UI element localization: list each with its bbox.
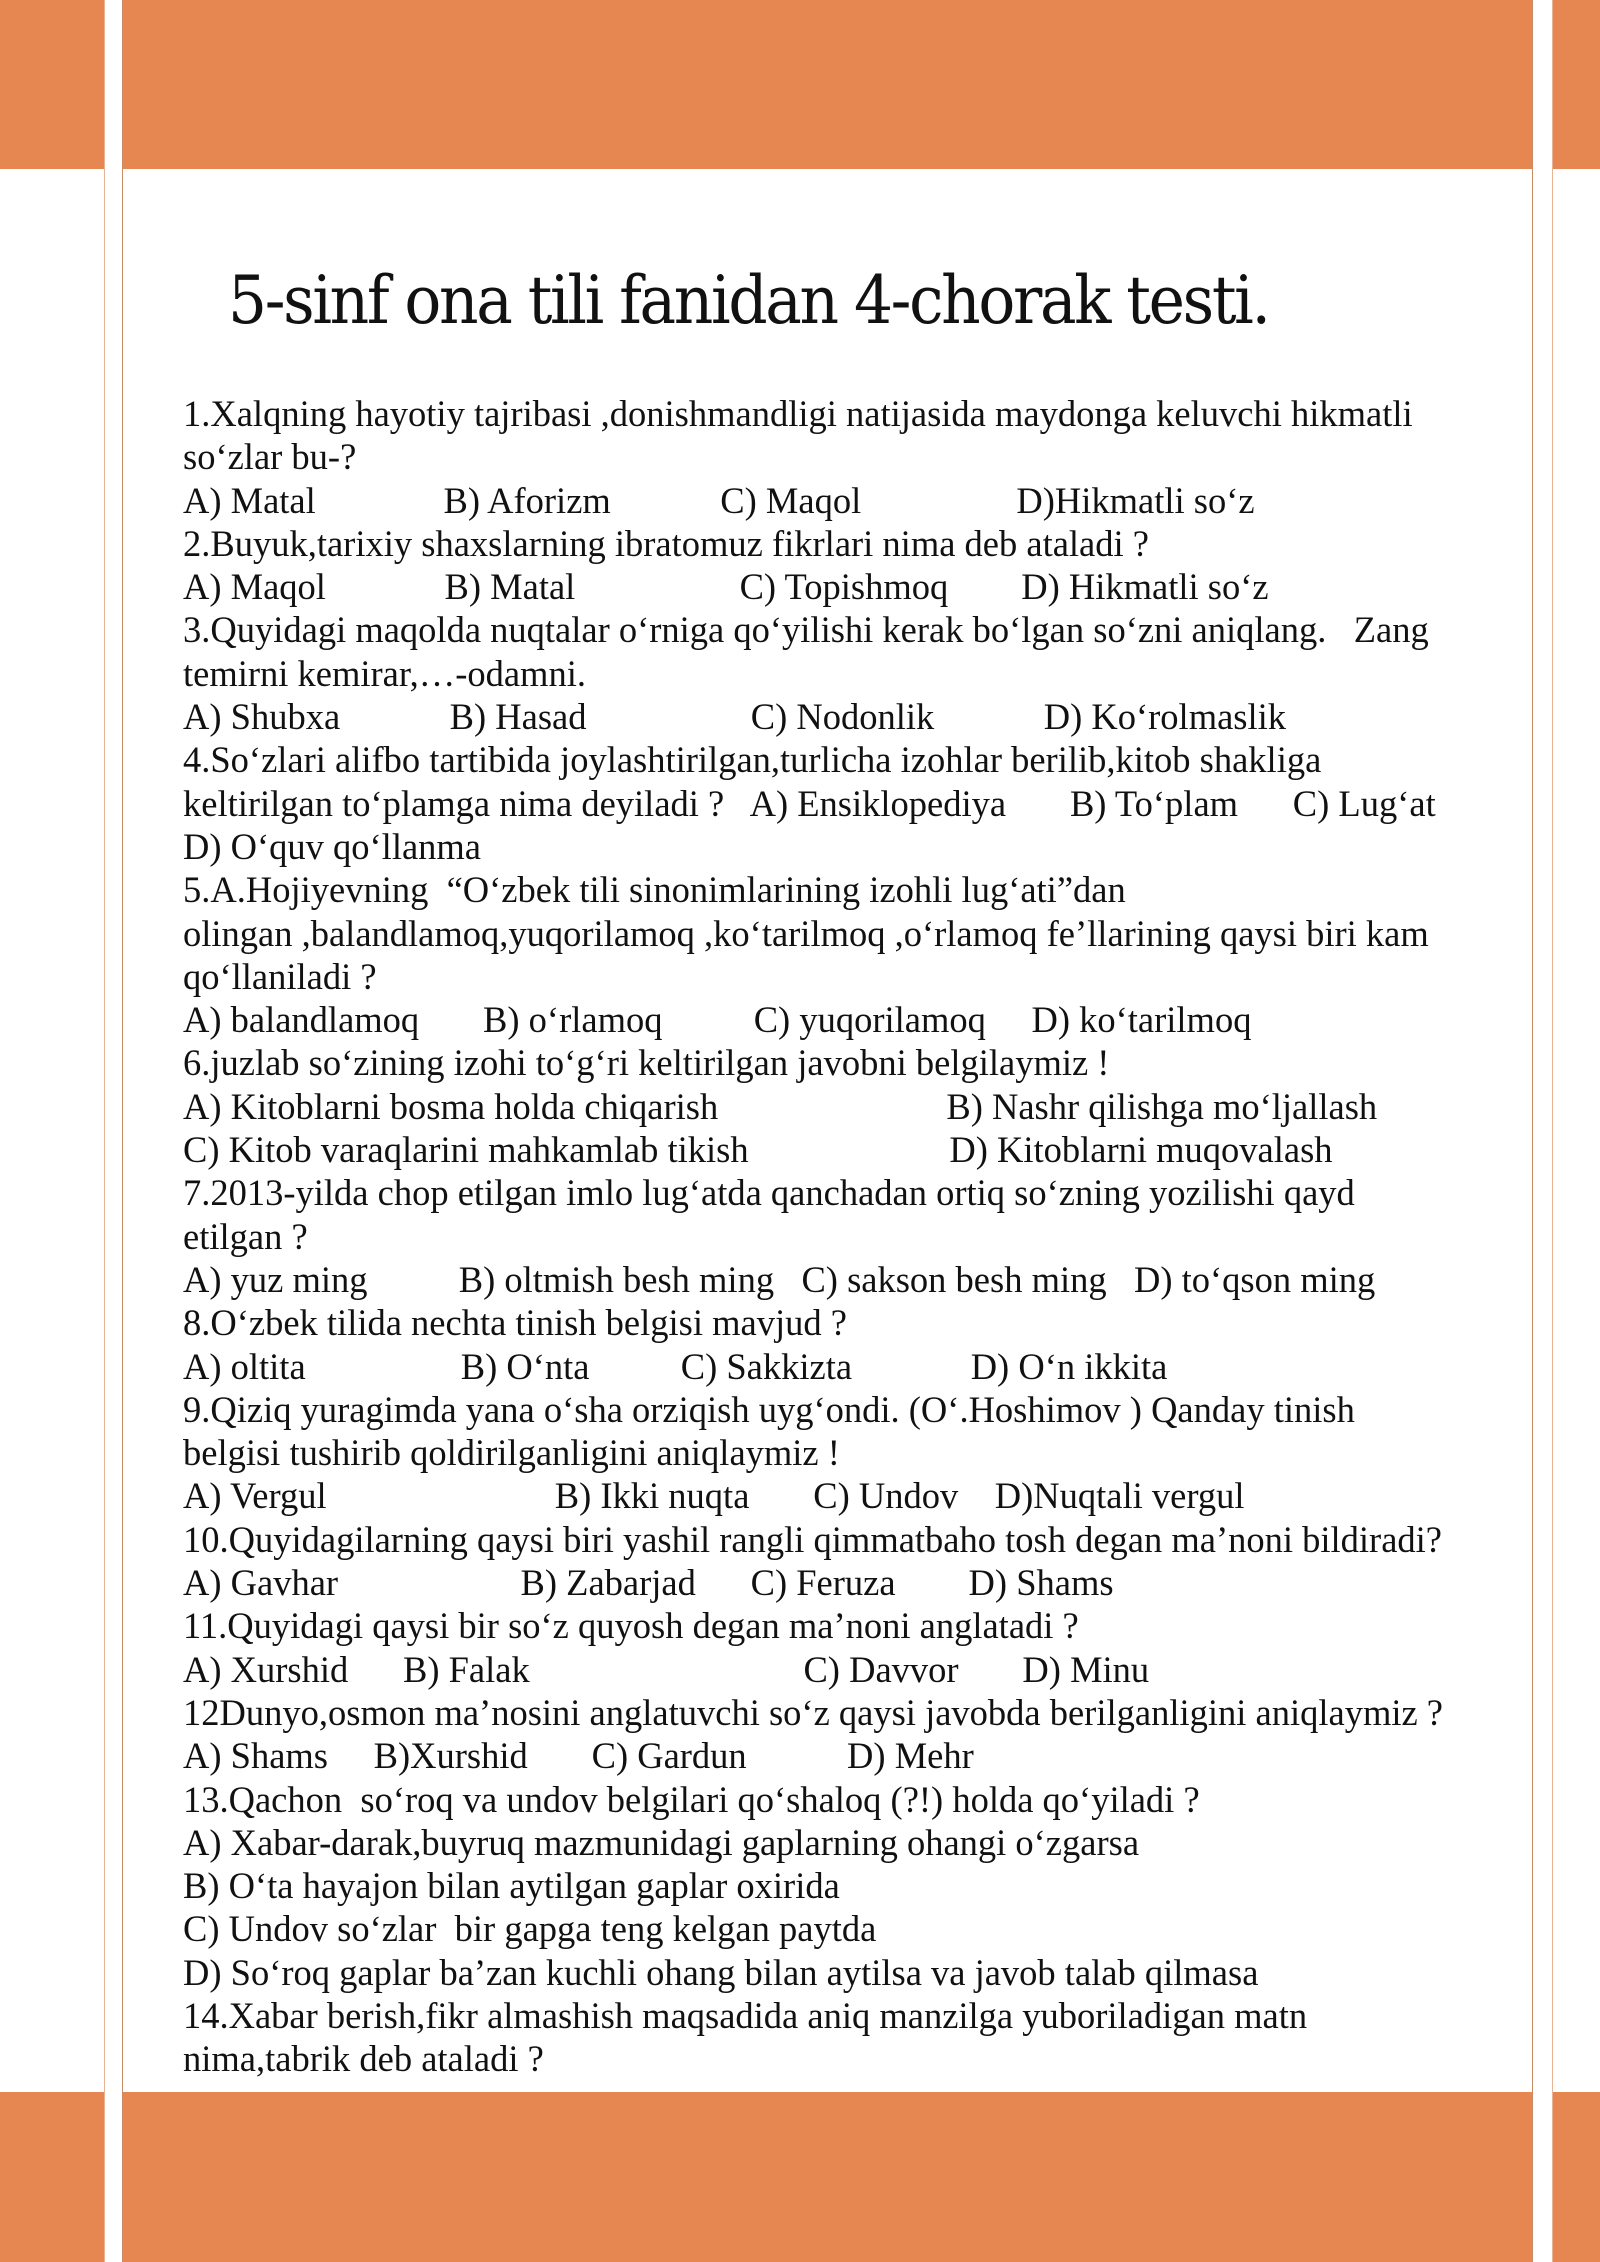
text-line: belgisi tushirib qoldirilganligini aniqlaymiz ! <box>183 1432 840 1474</box>
header-band-main <box>123 0 1532 169</box>
answer-options: A) Gavhar B) Zabarjad C) Feruza D) Shams <box>183 1562 1114 1604</box>
text-line: qo‘llaniladi ? <box>183 955 377 997</box>
text-line: nima,tabrik deb ataladi ? <box>183 2038 544 2080</box>
answer-options: D) So‘roq gaplar ba’zan kuchli ohang bilan aytilsa va javob talab qilmasa <box>183 1951 1259 1993</box>
answer-options: A) yuz ming B) oltmish besh ming C) sakson besh ming D) to‘qson ming <box>183 1258 1376 1300</box>
text-line: 1.Xalqning hayotiy tajribasi ,donishmandligi natijasida maydonga keluvchi hikmatli <box>183 393 1413 434</box>
answer-options: C) Kitob varaqlarini mahkamlab tikish D) Kitoblarni muqovalash <box>183 1129 1333 1171</box>
answer-options: A) Xurshid B) Falak C) Davvor D) Minu <box>183 1648 1150 1690</box>
answer-options: A) balandlamoq B) o‘rlamoq C) yuqorilamoq D) ko‘tarilmoq <box>183 999 1252 1041</box>
text-line: 7.2013-yilda chop etilgan imlo lug‘atda qanchadan ortiq so‘zning yozilishi qayd <box>183 1172 1355 1214</box>
text-line: 13.Qachon so‘roq va undov belgilari qo‘shaloq (?!) holda qo‘yiladi ? <box>183 1778 1200 1820</box>
page-border-line <box>104 0 105 2262</box>
text-line: etilgan ? <box>183 1215 308 1257</box>
text-line: 3.Quyidagi maqolda nuqtalar o‘rniga qo‘yilishi kerak bo‘lgan so‘zni aniqlang. Zang <box>183 609 1429 651</box>
answer-options: D) O‘quv qo‘llanma <box>183 825 482 867</box>
answer-options: A) Maqol B) Matal C) Topishmoq D) Hikmatli so‘z <box>183 566 1269 608</box>
text-line: 11.Quyidagi qaysi bir so‘z quyosh degan ma’noni anglatadi ? <box>183 1605 1079 1647</box>
header-band-right <box>1552 0 1600 169</box>
answer-options: A) Matal B) Aforizm C) Maqol D)Hikmatli so‘z <box>183 479 1255 521</box>
text-line: 8.O‘zbek tilida nechta tinish belgisi mavjud ? <box>183 1302 847 1344</box>
text-line: so‘zlar bu-? <box>183 436 357 478</box>
text-line: 9.Qiziq yuragimda yana o‘sha orziqish uyg‘ondi. (O‘.Hoshimov ) Qanday tinish <box>183 1388 1355 1430</box>
answer-options: A) Kitoblarni bosma holda chiqarish B) Nashr qilishga mo‘ljallash <box>183 1085 1378 1127</box>
page-border-line <box>1552 0 1553 2262</box>
text-line: olingan ,balandlamoq,yuqorilamoq ,ko‘tarilmoq ,o‘rlamoq fe’llarining qaysi biri kam <box>183 912 1429 954</box>
answer-options: B) O‘ta hayajon bilan aytilgan gaplar oxirida <box>183 1865 840 1907</box>
test-questions <box>183 392 1503 2081</box>
text-line: temirni kemirar,…-odamni. <box>183 652 586 694</box>
document-title: 5-sinf ona tili fanidan 4-chorak testi. <box>228 262 1269 339</box>
answer-options: A) Shubxa B) Hasad C) Nodonlik D) Ko‘rolmaslik <box>183 696 1287 738</box>
text-line: 6.juzlab so‘zining izohi to‘g‘ri keltirilgan javobni belgilaymiz ! <box>183 1042 1110 1084</box>
footer-band-right <box>1552 2092 1600 2262</box>
text-line: 14.Xabar berish,fikr almashish maqsadida aniq manzilga yuboriladigan matn <box>183 1994 1308 2036</box>
text-line: 2.Buyuk,tarixiy shaxslarning ibratomuz fikrlari nima deb ataladi ? <box>183 522 1149 564</box>
answer-options: A) Xabar-darak,buyruq mazmunidagi gaplarning ohangi o‘zgarsa <box>183 1821 1140 1863</box>
page-border-line <box>1532 0 1533 2262</box>
answer-options: A) Vergul B) Ikki nuqta C) Undov D)Nuqtali vergul <box>183 1475 1245 1517</box>
text-line: 12Dunyo,osmon ma’nosini anglatuvchi so‘z qaysi javobda berilganligini aniqlaymiz ? <box>183 1691 1443 1733</box>
text-line: 4.So‘zlari alifbo tartibida joylashtirilgan,turlicha izohlar berilib,kitob shakliga <box>183 739 1322 781</box>
text-line: 10.Quyidagilarning qaysi biri yashil rangli qimmatbaho tosh degan ma’noni bildiradi? <box>183 1518 1443 1560</box>
page-border-line <box>122 0 123 2262</box>
answer-options: C) Undov so‘zlar bir gapga teng kelgan paytda <box>183 1908 877 1950</box>
footer-band-main <box>123 2092 1532 2262</box>
text-line: keltirilgan to‘plamga nima deyiladi ? A) Ensiklopediya B) To‘plam C) Lug‘at <box>183 782 1436 824</box>
header-band-left <box>0 0 104 169</box>
footer-band-left <box>0 2092 104 2262</box>
answer-options: A) oltita B) O‘nta C) Sakkizta D) O‘n ikkita <box>183 1345 1168 1387</box>
answer-options: A) Shams B)Xurshid C) Gardun D) Mehr <box>183 1735 974 1777</box>
text-line: 5.A.Hojiyevning “O‘zbek tili sinonimlarining izohli lug‘ati”dan <box>183 869 1126 911</box>
